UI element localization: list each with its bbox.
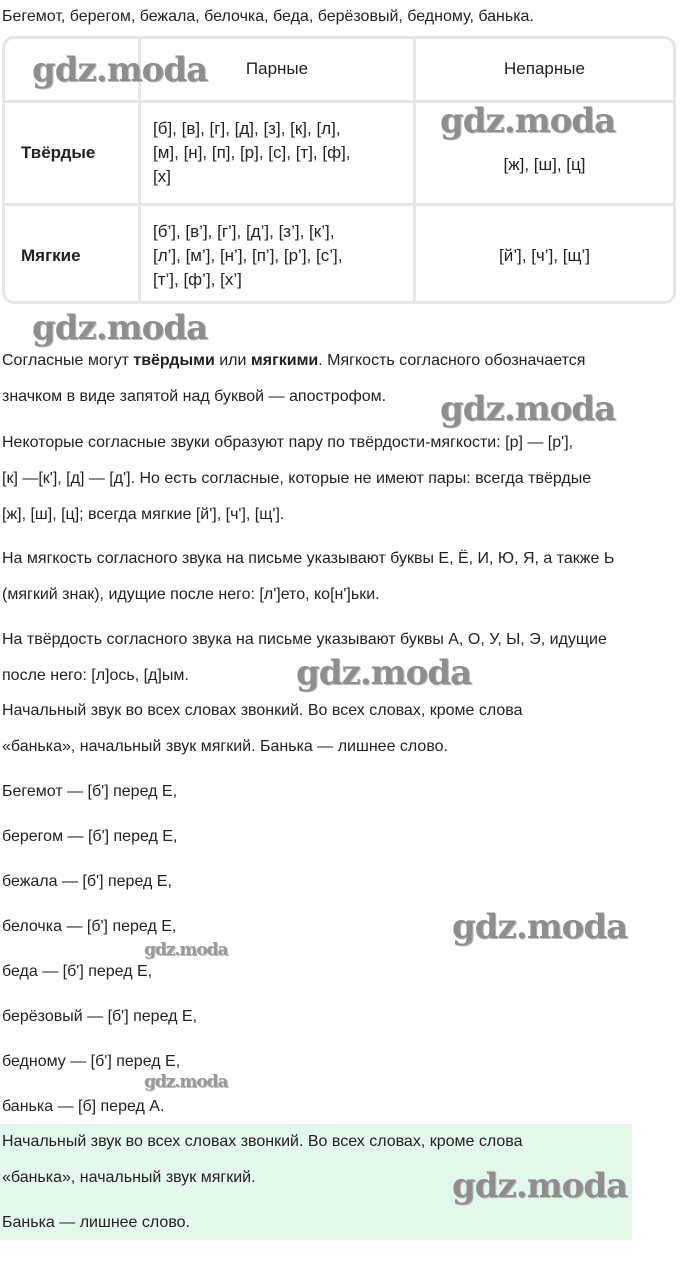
soft-unpaired-cell: [й’], [ч’], [щ’] <box>415 204 674 304</box>
bold-term-soft: мягкими <box>250 352 319 369</box>
row-label-soft: Мягкие <box>5 204 140 304</box>
paragraph-4-line-2: после него: [л]ось, [д]ым. <box>2 667 189 684</box>
watermark-logo: gdz.moda <box>440 389 616 429</box>
row-label-hard: Твёрдые <box>5 101 140 204</box>
text-span: или <box>214 352 251 369</box>
text-span: . Мягкость согласного обозначается <box>318 352 586 369</box>
paragraph-2-line-3: [ж], [ш], [ц]; всегда мягкие [й'], [ч'], [щ']. <box>2 506 285 523</box>
soft-paired-line-1: [б’], [в’], [г’], [д’], [з’], [к’], <box>153 222 335 242</box>
paragraph-3-line-2: (мягкий знак), идущие после него: [л']ето, ко[н']ьки. <box>2 586 380 603</box>
soft-paired-cell <box>140 204 415 304</box>
hard-paired-line-1: [б], [в], [г], [д], [з], [к], [л], <box>153 118 341 138</box>
header-paired: Парные <box>140 39 415 101</box>
watermark-logo: gdz.moda <box>452 907 628 947</box>
answer-line-2: «банька», начальный звук мягкий. <box>2 1169 256 1186</box>
soft-paired-line-2: [л’], [м’], [н’], [п’], [р’], [с’], <box>153 246 343 266</box>
paragraph-3-line-1: На мягкость согласного звука на письме указывают буквы Е, Ё, И, Ю, Я, а также Ь <box>2 550 615 567</box>
hard-paired-cell <box>140 101 415 204</box>
watermark-logo: gdz.moda <box>296 653 472 693</box>
header-unpaired: Непарные <box>415 39 674 101</box>
text-span: Согласные могут <box>2 352 134 369</box>
watermark-logo: gdz.moda <box>144 940 228 960</box>
paragraph-4-line-1: На твёрдость согласного звука на письме указывают буквы А, О, У, Ы, Э, идущие <box>2 631 607 648</box>
hard-paired-line-3: [х] <box>153 166 171 186</box>
paragraph-2-line-1: Некоторые согласные звуки образуют пару по твёрдости-мягкости: [р] — [р'], <box>2 434 574 451</box>
paragraph-1-line-2: значком в виде запятой над буквой — апострофом. <box>2 388 387 405</box>
watermark-logo: gdz.moda <box>32 308 208 348</box>
hard-paired-line-2: [м], [н], [п], [р], [с], [т], [ф], <box>153 142 351 162</box>
watermark-logo: gdz.moda <box>144 1072 228 1092</box>
word-analysis-6: берёзовый — [б'] перед Е, <box>2 1008 198 1025</box>
bold-term-hard: твёрдыми <box>133 352 215 369</box>
answer-line-1: Начальный звук во всех словах звонкий. Во всех словах, кроме слова <box>2 1133 523 1150</box>
word-analysis-4: белочка — [б'] перед Е, <box>2 918 177 935</box>
watermark-logo: gdz.moda <box>452 1166 628 1206</box>
hard-unpaired-cell: [ж], [ш], [ц] <box>415 101 674 204</box>
paragraph-1-line-1 <box>2 351 585 371</box>
word-analysis-5: беда — [б'] перед Е, <box>2 963 153 980</box>
table-row-soft <box>5 204 673 304</box>
word-analysis-1: Бегемот — [б'] перед Е, <box>2 783 178 800</box>
word-analysis-2: берегом — [б'] перед Е, <box>2 828 178 845</box>
answer-line-3: Банька — лишнее слово. <box>2 1214 190 1231</box>
word-analysis-7: бедному — [б'] перед Е, <box>2 1053 181 1070</box>
word-analysis-8: банька — [б] перед А. <box>2 1098 165 1115</box>
paragraph-5-line-2: «банька», начальный звук мягкий. Банька — лишнее слово. <box>2 738 448 755</box>
words-line: Бегемот, берегом, бежала, белочка, беда, берёзовый, бедному, банька. <box>2 8 534 25</box>
paragraph-2-line-2: [к] —[к'], [д] — [д']. Но есть согласные, которые не имеют пары: всегда твёрдые <box>2 470 592 487</box>
watermark-logo: gdz.moda <box>32 50 208 90</box>
watermark-logo: gdz.moda <box>440 101 616 141</box>
soft-paired-line-3: [т’], [ф’], [х’] <box>153 270 242 290</box>
paragraph-5-line-1: Начальный звук во всех словах звонкий. Во всех словах, кроме слова <box>2 702 523 719</box>
word-analysis-3: бежала — [б'] перед Е, <box>2 873 172 890</box>
